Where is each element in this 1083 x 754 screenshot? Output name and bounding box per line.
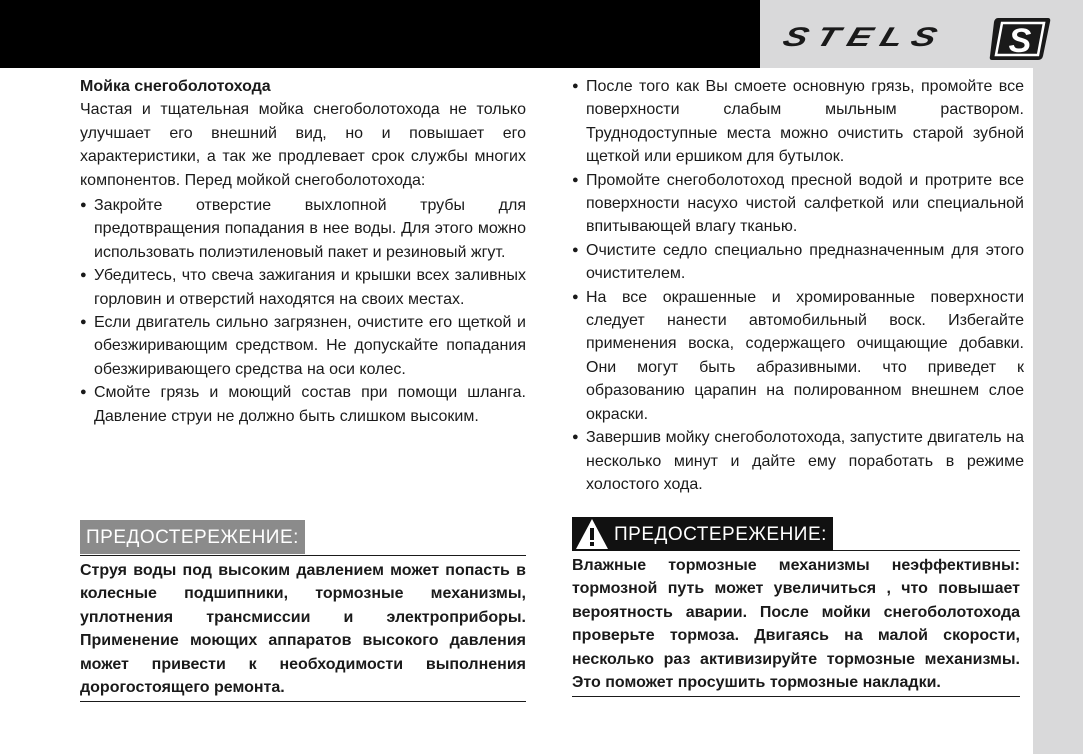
section-title: Мойка снегоболотохода bbox=[80, 78, 271, 95]
list-item: ● После того как Вы смоете основную грязь, промойте все поверхности слабым мыльным раствором. Труднодоступные места можно очистить старой зубной щеткой или ершиком для бутылок. bbox=[572, 75, 1024, 169]
intro-paragraph: Частая и тщательная мойка снегоболотохода не только улучшает его внешний вид, но и повышает его характеристики, а так же продлевает срок службы многих компонентов. Перед мойкой снегоболотохода: bbox=[80, 101, 526, 189]
left-bullet-list bbox=[80, 194, 526, 428]
side-strip bbox=[1033, 68, 1083, 754]
header-bar bbox=[0, 0, 760, 68]
brand-wordmark: STELS bbox=[779, 21, 951, 52]
list-item: ● На все окрашенные и хромированные поверхности следует нанести автомобильный воск. Избегайте применения воска, содержащего очищающие добавки. Они могут быть абразивными. что приведет к образованию царапин на полированном внешнем слое окраски. bbox=[572, 286, 1024, 426]
list-item: ● Промойте снегоболотоход пресной водой и протрите все поверхности насухо чистой салфеткой или специальной впитывающей влагу тканью. bbox=[572, 169, 1024, 239]
list-item: ● Завершив мойку снегоболотохода, запустите двигатель на несколько минут и дайте ему поработать в режиме холостого хода. bbox=[572, 426, 1024, 496]
list-item: ● Очистите седло специально предназначенным для этого очистителем. bbox=[572, 239, 1024, 286]
svg-text:S: S bbox=[1008, 22, 1032, 60]
warning-block-left bbox=[80, 518, 526, 702]
left-column bbox=[80, 75, 526, 428]
list-item: ● Убедитесь, что свеча зажигания и крышки всех заливных горловин и отверстий находятся на своих местах. bbox=[80, 264, 526, 311]
brand-logo-area bbox=[760, 0, 1083, 68]
list-item: ● Закройте отверстие выхлопной трубы для предотвращения попадания в нее воды. Для этого можно использовать полиэтиленовый пакет и резиновый жгут. bbox=[80, 194, 526, 264]
warning-triangle-icon bbox=[574, 517, 610, 551]
brand-badge-icon bbox=[988, 16, 1052, 62]
warning-label: ПРЕДОСТЕРЕЖЕНИЕ: bbox=[572, 517, 833, 551]
warning-header bbox=[80, 518, 526, 556]
warning-text: Влажные тормозные механизмы неэффективны: тормозной путь может увеличиться , что повышает вероятность аварии. После мойки снегоболотохода проверьте тормоза. Двигаясь на малой скорости, несколько раз активизируйте тормозные механизмы. Это поможет просушить тормозные накладки. bbox=[572, 551, 1020, 697]
warning-label: ПРЕДОСТЕРЕЖЕНИЕ: bbox=[80, 520, 305, 554]
warning-header bbox=[572, 515, 1020, 551]
right-column bbox=[572, 75, 1024, 496]
list-item: ● Смойте грязь и моющий состав при помощи шланга. Давление струи не должно быть слишком высоким. bbox=[80, 381, 526, 428]
warning-text: Струя воды под высоким давлением может попасть в колесные подшипники, тормозные механизмы, уплотнения трансмиссии и электроприборы. Применение моющих аппаратов высокого давления может привести к необходимости выполнения дорогостоящего ремонта. bbox=[80, 556, 526, 702]
list-item: ● Если двигатель сильно загрязнен, очистите его щеткой и обезжиривающим средством. Не допускайте попадания обезжиривающего средства на оси колес. bbox=[80, 311, 526, 381]
warning-block-right bbox=[572, 515, 1020, 697]
right-bullet-list bbox=[572, 75, 1024, 496]
